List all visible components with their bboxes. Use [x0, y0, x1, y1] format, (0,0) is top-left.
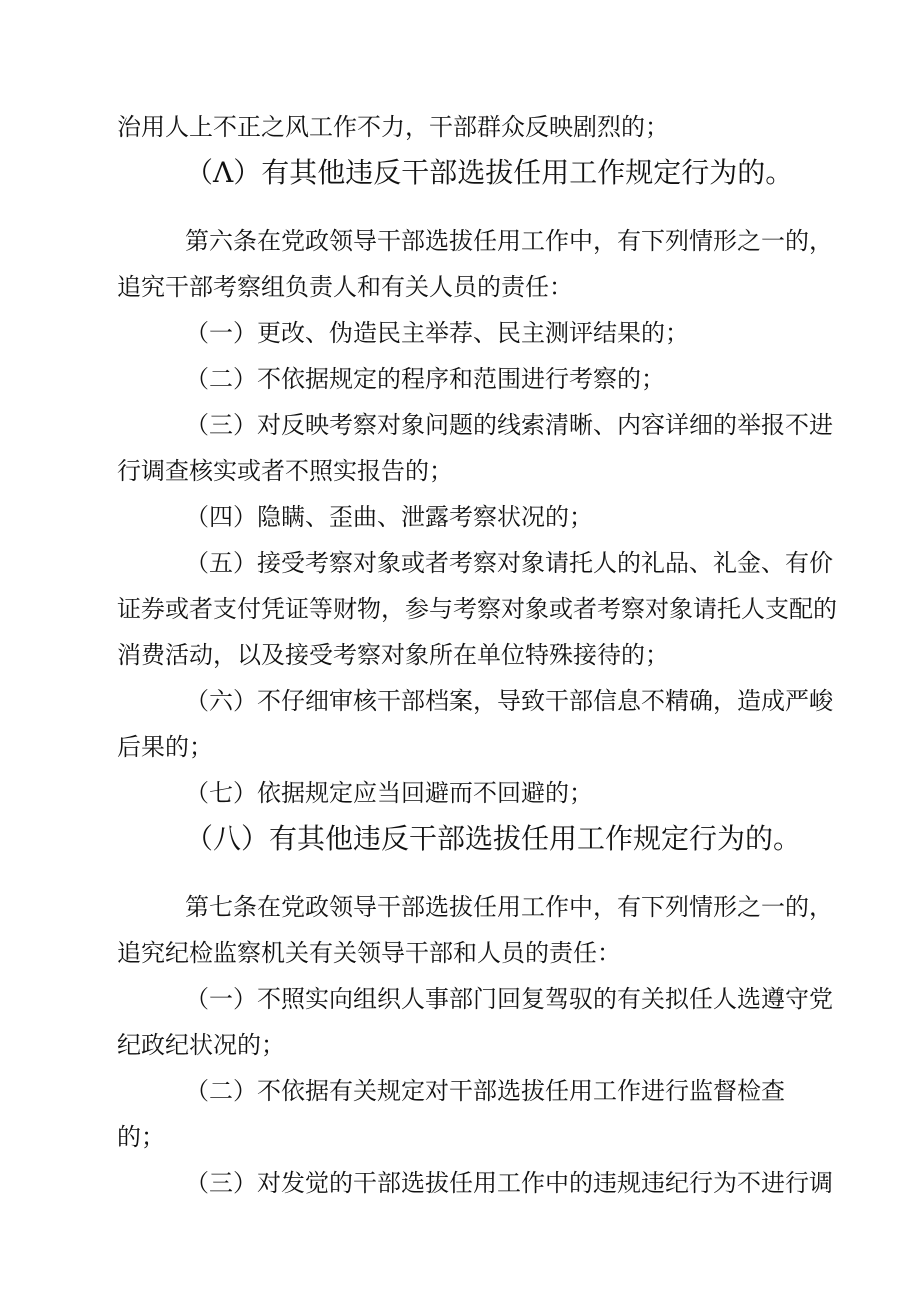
text-line: （八）有其他违反干部选拔任用工作规定行为的。 [185, 822, 802, 855]
text-line: （二）不依据规定的程序和范围进行考察的； [185, 365, 665, 393]
article-heading: 第六条在党政领导干部选拔任用工作中，有下列情形之一的， [185, 227, 833, 255]
text-line: （一）不照实向组织人事部门回复驾驭的有关拟任人选遵守党 [185, 985, 833, 1013]
text-line: （一）更改、伪造民主举荐、民主测评结果的； [185, 319, 689, 347]
text-line: 的； [117, 1123, 165, 1151]
text-line: （六）不仔细审核干部档案，导致干部信息不精确，造成严峻 [185, 687, 833, 715]
text-line: 治用人上不正之风工作不力，干部群众反映剧烈的； [117, 113, 669, 141]
text-line: （七）依据规定应当回避而不回避的； [185, 779, 593, 807]
text-line: 证券或者支付凭证等财物，参与考察对象或者考察对象请托人支配的 [117, 595, 837, 623]
text-line: 行调查核实或者不照实报告的； [117, 457, 453, 485]
text-line: （二）不依据有关规定对干部选拔任用工作进行监督检查 [185, 1077, 785, 1105]
text-line: （五）接受考察对象或者考察对象请托人的礼品、礼金、有价 [185, 549, 833, 577]
text-line: 追究干部考察组负责人和有关人员的责任： [117, 273, 573, 301]
text-line: （Λ）有其他违反干部选拔任用工作规定行为的。 [185, 156, 794, 189]
article-heading: 第七条在党政领导干部选拔任用工作中，有下列情形之一的， [185, 893, 833, 921]
text-line: 追究纪检监察机关有关领导干部和人员的责任： [117, 939, 621, 967]
text-line: 纪政纪状况的； [117, 1031, 285, 1059]
text-line: （四）隐瞒、歪曲、泄露考察状况的； [185, 503, 593, 531]
text-line: 后果的； [117, 733, 213, 761]
text-line: （三）对反映考察对象问题的线索清晰、内容详细的举报不进 [185, 411, 833, 439]
text-line: 消费活动，以及接受考察对象所在单位特殊接待的； [117, 641, 669, 669]
text-line: （三）对发觉的干部选拔任用工作中的违规违纪行为不进行调 [185, 1169, 833, 1197]
